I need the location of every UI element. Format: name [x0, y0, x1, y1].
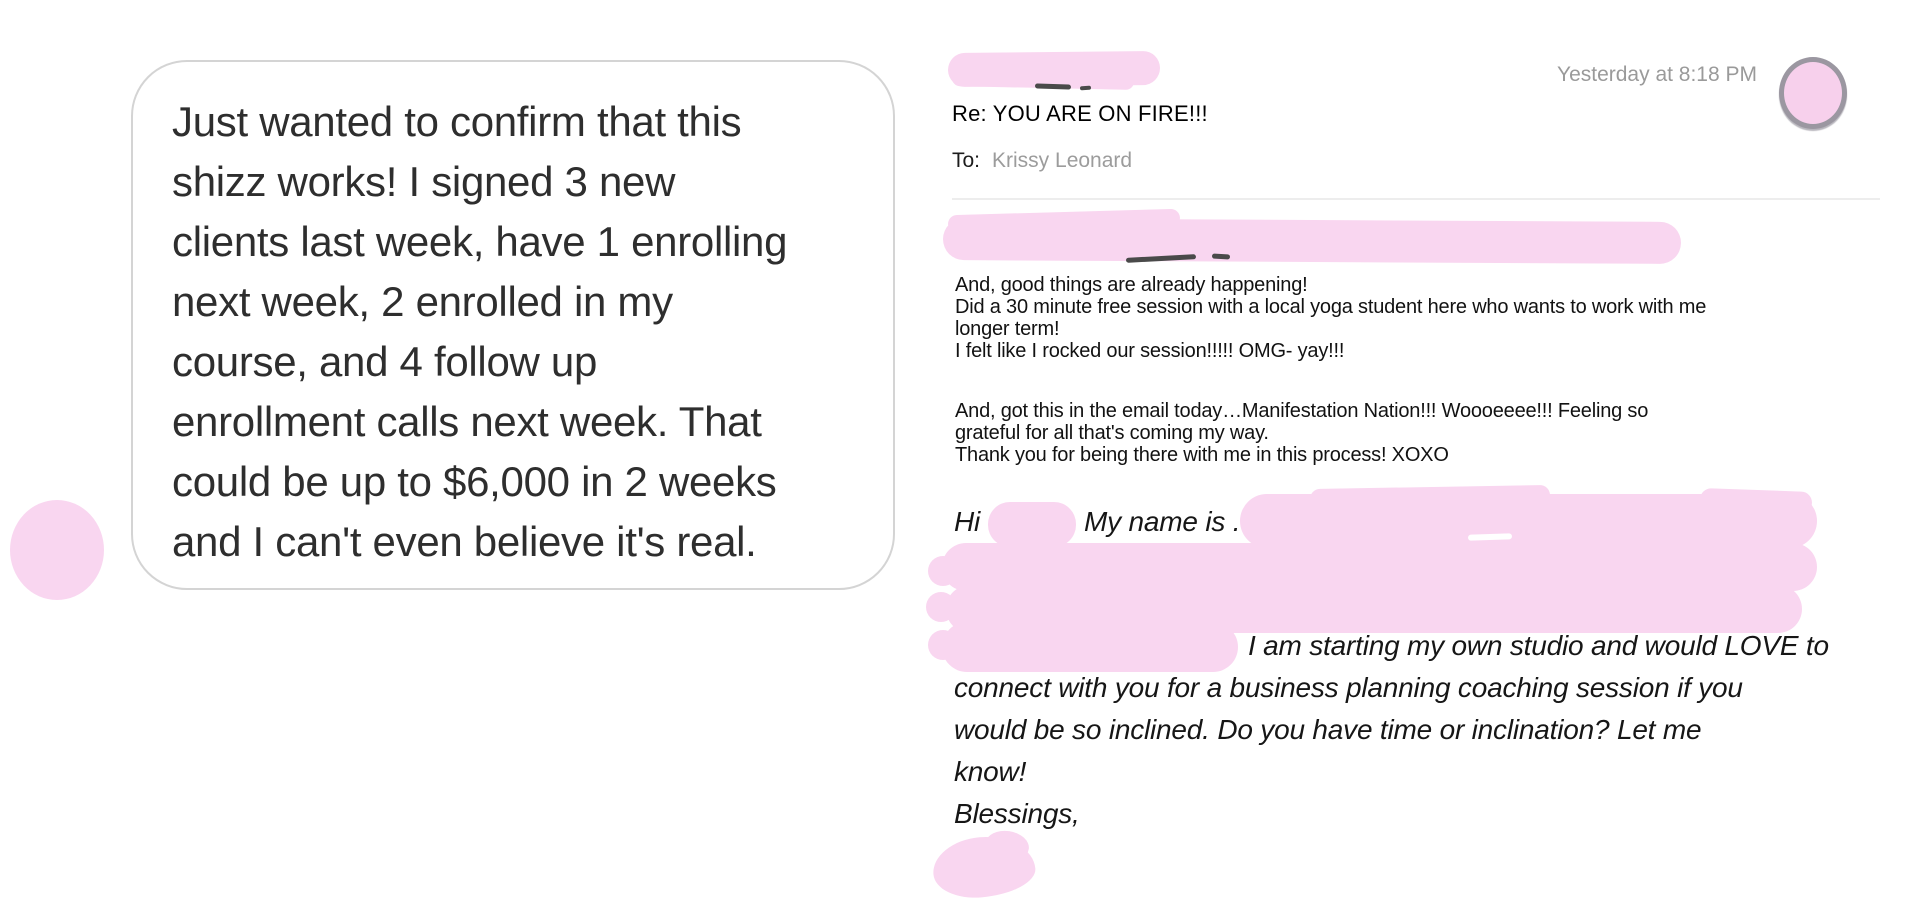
- message-bubble-text: [172, 92, 882, 572]
- forward-closing: Blessings,: [954, 798, 1080, 829]
- redaction-block-top-edge: [1310, 485, 1550, 509]
- body-line: I felt like I rocked our session!!!!! OMG- yay!!!: [955, 340, 1345, 362]
- redaction-name-pill: [988, 502, 1076, 547]
- header-divider: [952, 198, 1880, 200]
- bubble-line: Just wanted to confirm that this: [172, 98, 742, 145]
- forward-line: would be so inclined. Do you have time or inclination? Let me: [954, 714, 1702, 745]
- bubble-line: and I can't even believe it's real.: [172, 518, 757, 565]
- email-subject: Re: YOU ARE ON FIRE!!!: [952, 101, 1208, 126]
- body-line: And, good things are already happening!: [955, 274, 1308, 296]
- bubble-line: enrollment calls next week. That: [172, 398, 762, 445]
- body-line: And, got this in the email today…Manifestation Nation!!! Woooeeee!!! Feeling so: [955, 400, 1649, 422]
- body-line: grateful for all that's coming my way.: [955, 422, 1269, 444]
- redaction-left-bump: [928, 630, 958, 660]
- redaction-left-bump: [926, 592, 956, 622]
- redaction-block-top-edge: [1700, 488, 1813, 514]
- forward-line: know!: [954, 756, 1027, 787]
- bubble-line: shizz works! I signed 3 new: [172, 158, 676, 205]
- forward-line: I am starting my own studio and would LOVE to: [1248, 630, 1829, 661]
- forward-line: connect with you for a business planning coaching session if you: [954, 672, 1743, 703]
- sender-name-remnant-mark: [1080, 86, 1091, 91]
- redaction-block-row: [942, 543, 1817, 591]
- to-recipient: Krissy Leonard: [992, 149, 1133, 172]
- sender-name-remnant-mark: [1035, 83, 1071, 89]
- body-line: Thank you for being there with me in this process! XOXO: [955, 444, 1449, 466]
- pink-dot-decoration: [10, 500, 104, 600]
- bubble-line: next week, 2 enrolled in my: [172, 278, 673, 325]
- email-body-paragraph-1: [955, 274, 1706, 362]
- bubble-line: clients last week, have 1 enrolling: [172, 218, 788, 265]
- contact-avatar: [1779, 57, 1847, 129]
- redacted-text-remnant-mark: [1212, 254, 1230, 260]
- body-line: Did a 30 minute free session with a local yoga student here who wants to work with me: [955, 296, 1707, 318]
- bubble-line: course, and 4 follow up: [172, 338, 598, 385]
- forward-greeting: Hi: [954, 506, 981, 537]
- email-body-paragraph-2: [955, 400, 1648, 466]
- body-line: longer term!: [955, 318, 1060, 340]
- redaction-block-row-short: [942, 622, 1238, 672]
- redaction-left-bump: [928, 556, 958, 586]
- forward-intro: My name is .: [1084, 506, 1241, 537]
- to-label: To:: [952, 149, 981, 172]
- email-to-row: [952, 149, 1132, 173]
- bubble-line: could be up to $6,000 in 2 weeks: [172, 458, 777, 505]
- email-timestamp: Yesterday at 8:18 PM: [1556, 63, 1757, 86]
